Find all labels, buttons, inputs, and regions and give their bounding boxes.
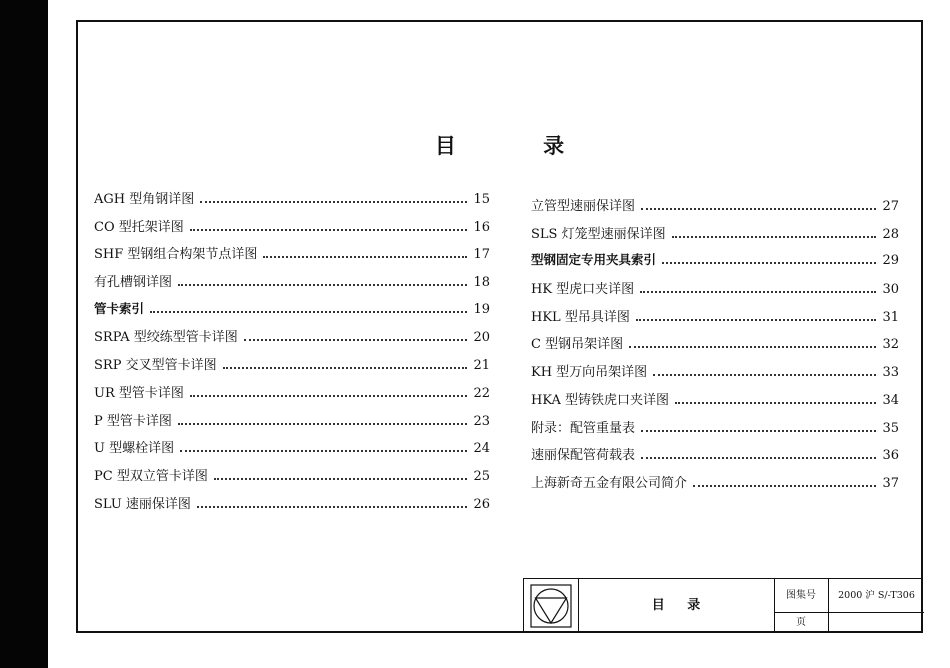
toc-entry: [531, 278, 899, 306]
toc-entry-page: 36: [882, 448, 899, 464]
toc-entry-page: 17: [473, 247, 490, 263]
toc-entry-label: 立管型速丽保详图: [531, 199, 636, 214]
page-title: 目 录: [434, 134, 605, 158]
toc-entry: [531, 472, 899, 500]
toc-left-column: [94, 188, 490, 520]
dot-leader: [672, 236, 876, 238]
toc-entry-label: HKL 型吊具详图: [531, 309, 630, 325]
dot-leader: [190, 229, 467, 231]
toc-entry-page: 18: [473, 275, 490, 291]
toc-entry: [94, 410, 490, 438]
toc-right-column: [531, 195, 899, 500]
toc-entry-label: SLS 灯笼型速丽保详图: [531, 226, 666, 242]
dot-leader: [641, 430, 876, 432]
toc-entry-label: 速丽保配管荷载表: [531, 448, 636, 464]
dot-leader: [178, 284, 467, 286]
dot-leader: [636, 319, 876, 321]
toc-entry: [531, 306, 899, 334]
toc-entry-page: 16: [473, 219, 490, 235]
toc-entry-page: 30: [882, 282, 899, 298]
toc-entry-page: 34: [882, 392, 899, 408]
toc-entry-page: 19: [473, 301, 490, 317]
dot-leader: [200, 201, 467, 203]
toc-entry: [531, 250, 899, 278]
title-block-grid: [774, 579, 924, 633]
dot-leader: [693, 485, 876, 487]
toc-entry-page: 37: [882, 475, 899, 491]
toc-entry-label: P 型管卡详图: [94, 413, 172, 429]
dot-leader: [675, 402, 876, 404]
title-block: [523, 578, 923, 633]
toc-entry-page: 33: [882, 365, 899, 381]
dot-leader: [662, 262, 876, 264]
toc-entry: [94, 271, 490, 299]
toc-entry: [94, 326, 490, 354]
toc-entry: [531, 417, 899, 445]
toc-entry-label: SLU 速丽保详图: [94, 496, 191, 512]
toc-entry: [531, 361, 899, 389]
dot-leader: [653, 374, 876, 376]
toc-entry: [94, 437, 490, 465]
toc-entry: [94, 243, 490, 271]
toc-entry: [94, 382, 490, 410]
toc-entry-page: 24: [473, 441, 490, 457]
dot-leader: [150, 311, 467, 313]
dot-leader: [244, 339, 467, 341]
dot-leader: [190, 395, 467, 397]
title-block-name: 目 录: [578, 579, 775, 633]
dot-leader: [640, 291, 876, 293]
dot-leader: [263, 256, 467, 258]
toc-entry-page: 20: [473, 330, 490, 346]
dot-leader: [641, 457, 876, 459]
dot-leader: [197, 506, 467, 508]
drawing-frame: [76, 20, 923, 633]
toc-entry-label: PC 型双立管卡详图: [94, 468, 208, 484]
toc-entry-label: AGH 型角钢详图: [94, 192, 195, 207]
dot-leader: [180, 450, 467, 452]
toc-entry-page: 35: [882, 420, 899, 436]
atlas-number-label: 图集号: [774, 579, 829, 613]
dot-leader: [223, 367, 467, 369]
toc-entry: [94, 354, 490, 382]
toc-entry: [531, 223, 899, 251]
toc-entry: [94, 216, 490, 244]
toc-entry-page: 31: [882, 309, 899, 325]
toc-entry-label: 型钢固定专用夹具索引: [531, 252, 657, 268]
page-label: 页: [774, 613, 829, 633]
toc-entry-label: HKA 型铸铁虎口夹详图: [531, 392, 670, 408]
toc-entry-page: 23: [473, 413, 490, 429]
dot-leader: [178, 423, 467, 425]
toc-entry-label: C 型钢吊架详图: [531, 337, 624, 353]
atlas-number-value: 2000 沪 S/-T306: [829, 579, 924, 613]
dot-leader: [629, 346, 876, 348]
toc-entry-page: 22: [473, 385, 490, 401]
toc-entry-label: 附录：配管重量表: [531, 420, 636, 436]
toc-entry-page: 15: [473, 192, 490, 207]
toc-entry-label: 上海新奇五金有限公司简介: [531, 475, 688, 491]
toc-entry-page: 26: [473, 496, 490, 512]
toc-entry-page: 25: [473, 468, 490, 484]
toc-entry: [531, 444, 899, 472]
toc-entry-label: SRP 交叉型管卡详图: [94, 358, 217, 374]
dot-leader: [641, 208, 876, 210]
triangle-circle-logo-icon: [530, 584, 572, 628]
toc-entry: [94, 188, 490, 216]
toc-entry-page: 32: [882, 337, 899, 353]
toc-entry-label: CO 型托架详图: [94, 219, 184, 235]
toc-entry-label: UR 型管卡详图: [94, 385, 184, 401]
toc-entry-label: KH 型万向吊架详图: [531, 365, 648, 381]
binding-strip: [0, 0, 48, 668]
page-value: [829, 613, 924, 633]
toc-entry: [94, 493, 490, 521]
toc-entry-label: 管卡索引: [94, 300, 145, 316]
toc-entry-label: SHF 型钢组合构架节点详图: [94, 247, 258, 263]
toc-entry: [94, 299, 490, 327]
toc-entry-page: 21: [473, 358, 490, 374]
toc-entry: [94, 465, 490, 493]
toc-entry-label: U 型螺栓详图: [94, 441, 175, 457]
toc-entry-label: HK 型虎口夹详图: [531, 282, 635, 298]
logo: [524, 579, 579, 633]
toc-entry: [531, 195, 899, 223]
toc-entry-label: 有孔槽钢详图: [94, 275, 173, 291]
toc-entry: [531, 389, 899, 417]
toc-entry: [531, 333, 899, 361]
toc-entry-label: SRPA 型绞练型管卡详图: [94, 330, 238, 346]
toc-entry-page: 28: [882, 226, 899, 242]
toc-entry-page: 29: [882, 253, 899, 269]
toc-entry-page: 27: [882, 199, 899, 214]
dot-leader: [214, 478, 467, 480]
